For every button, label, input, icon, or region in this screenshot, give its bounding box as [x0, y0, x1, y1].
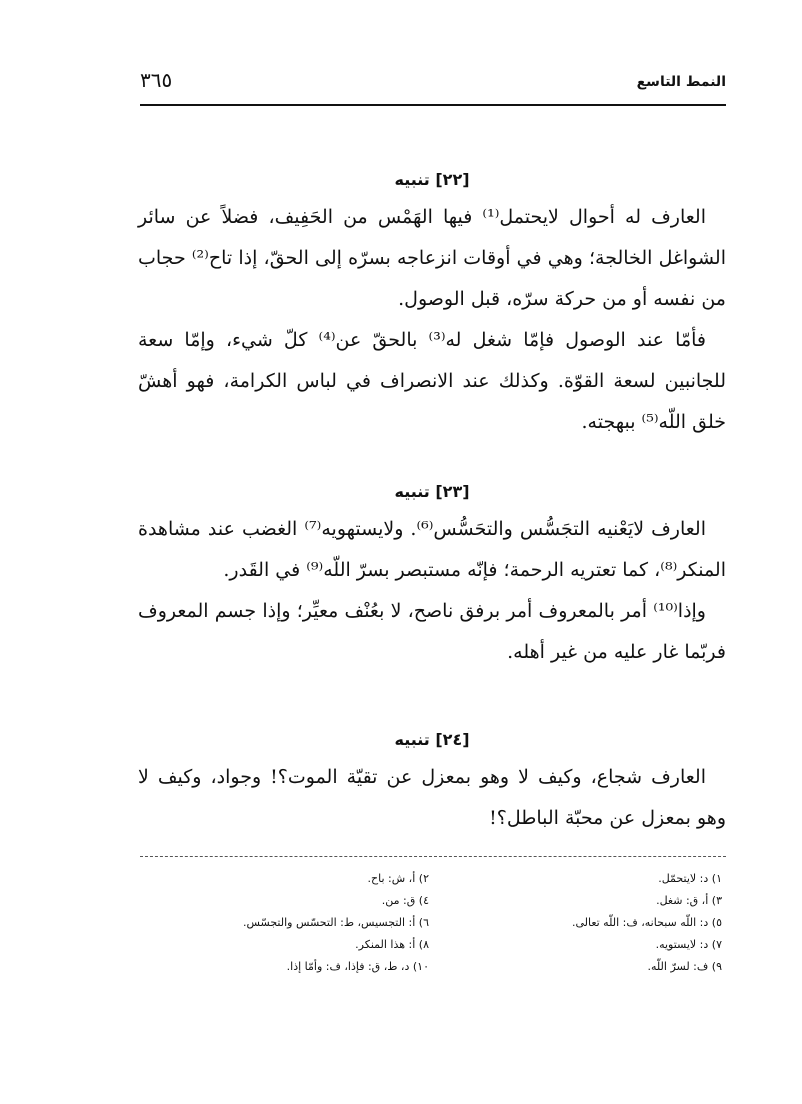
- chapter-title: النمط التاسع: [636, 74, 726, 90]
- footnotes: [140, 870, 726, 976]
- paragraph: وإذا⁽¹⁰⁾ أمر بالمعروف أمر برفق ناصح، لا بعُنْف معيِّر؛ وإذا جسم المعروف فربّما غار عليه من غير أهله.: [138, 600, 726, 663]
- section-23: [138, 482, 726, 673]
- footnote: ٣) أ، ق: شغل.: [656, 894, 722, 907]
- paragraph: العارف له أحوال لايحتمل⁽¹⁾ فيها الهَمْس من الحَفِيف، فضلاً عن سائر الشواغل الخالجة؛ وهي في أوقات انزعاجه بسرّه إلى الحقّ، إذا تاح⁽²⁾ حجاب من نفسه أو من حركة سرّه، قبل الوصول.: [138, 206, 726, 310]
- header-rule: [140, 104, 726, 106]
- footnote: ٩) ف: لسرّ اللّه.: [647, 960, 722, 973]
- footnote-separator: [140, 856, 726, 857]
- footnote: ٦) أ: التجسيس، ط: التحسّس والتجسّس.: [242, 916, 429, 929]
- section-heading: [٢٤] تنبيه: [394, 730, 470, 749]
- footnote: ٥) د: اللّه سبحانه، ف: اللّه تعالى.: [571, 916, 722, 929]
- section-24: [138, 730, 726, 839]
- paragraph: العارف لايَعْنيه التجَسُّس والتحَسُّس⁽⁶⁾. ولايستهويه⁽⁷⁾ الغضب عند مشاهدة المنكر⁽⁸⁾، كما تعتريه الرحمة؛ فإنّه مستبصر بسرّ اللّه⁽⁹⁾ في القَدر.: [138, 518, 726, 581]
- footnote: ١) د: لايتحمّل.: [658, 872, 722, 885]
- footnote: ٧) د: لايستويه.: [655, 938, 722, 951]
- paragraph: فأمّا عند الوصول فإمّا شغل له⁽³⁾ بالحقّ عن⁽⁴⁾ كلّ شيء، وإمّا سعة للجانبين لسعة القوّة. وكذلك عند الانصراف في لباس الكرامة، فهو أهشّ خلق اللّه⁽⁵⁾ ببهجته.: [138, 329, 726, 433]
- running-header: [140, 66, 726, 106]
- footnote: ٨) أ: هذا المنكر.: [355, 938, 429, 951]
- footnote: ٢) أ، ش: باح.: [367, 872, 429, 885]
- section-22: [138, 170, 726, 443]
- footnote: ١٠) د، ط، ق: فإذا، ف: وأمّا إذا.: [286, 960, 429, 973]
- paragraph: العارف شجاع، وكيف لا وهو بمعزل عن تقيّة الموت؟! وجواد، وكيف لا وهو بمعزل عن محبّة الباطل؟!: [138, 766, 726, 829]
- page-number: ٣٦٥: [140, 68, 173, 92]
- section-heading: [٢٢] تنبيه: [394, 170, 470, 189]
- footnote: ٤) ق: من.: [381, 894, 429, 907]
- section-heading: [٢٣] تنبيه: [394, 482, 470, 501]
